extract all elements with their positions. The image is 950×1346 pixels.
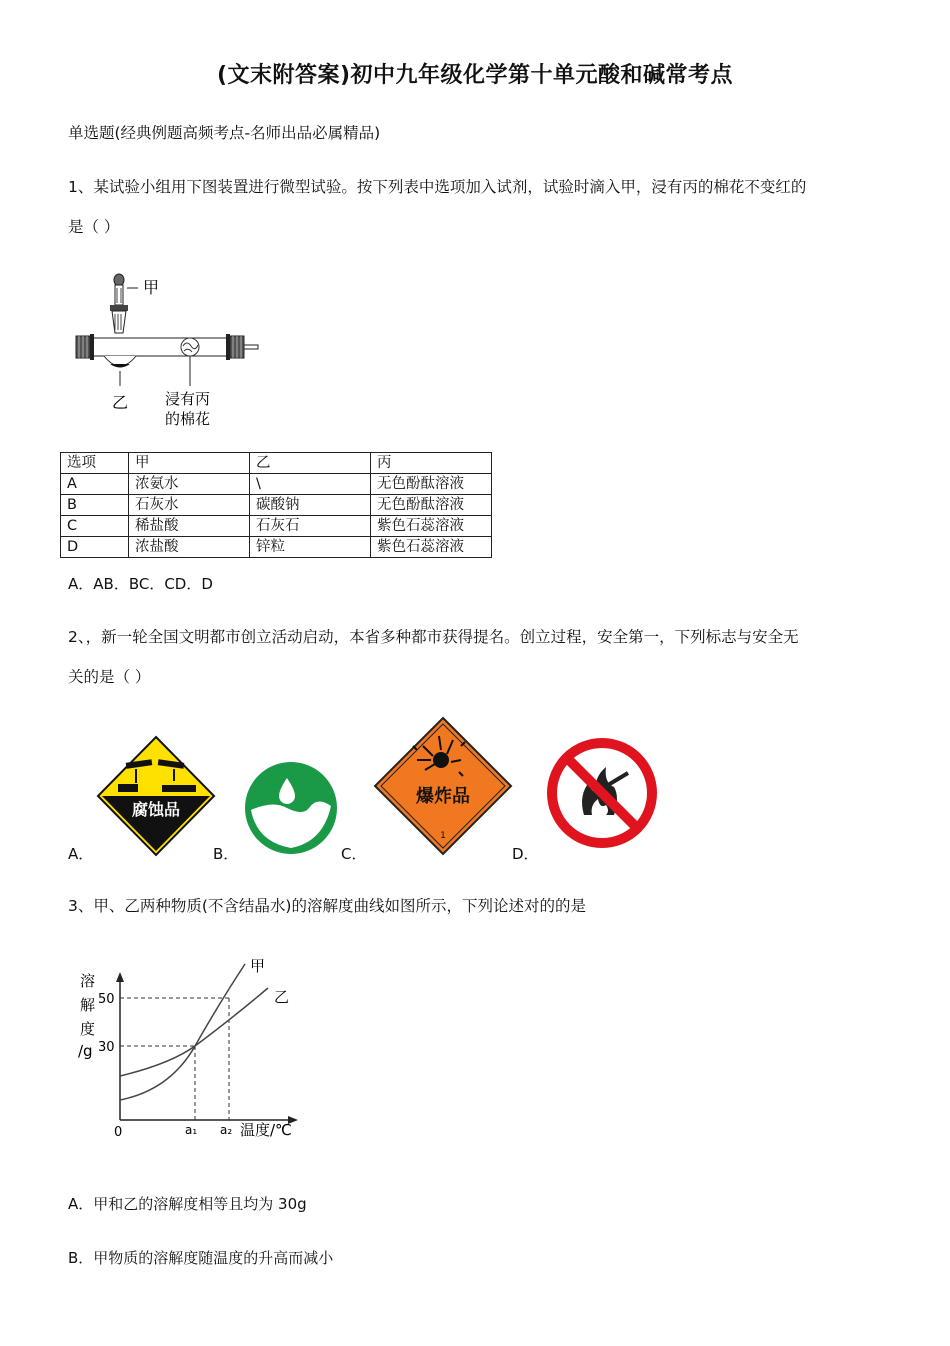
series-yi-label: 乙 bbox=[274, 988, 290, 1006]
corrosive-sign-text: 腐蚀品 bbox=[131, 800, 181, 819]
y-axis-arrow bbox=[116, 972, 124, 982]
q1-answer-options: A．AB．BC．CD．D bbox=[68, 575, 213, 593]
y-label-char-1: 溶 bbox=[80, 972, 96, 990]
table-cell: 紫色石蕊溶液 bbox=[371, 516, 492, 537]
table-cell: A bbox=[61, 474, 129, 495]
q2-text-line1: 2、，新一轮全国文明都市创立活动启动，本省多种都市获得提名。创立过程，安全第一，下列标志与安全无 bbox=[68, 628, 799, 646]
table-cell: 无色酚酞溶液 bbox=[371, 474, 492, 495]
label-bing-line1: 浸有丙 bbox=[165, 390, 211, 408]
table-header-row bbox=[61, 453, 492, 474]
table-row bbox=[61, 495, 492, 516]
label-bing-line2: 的棉花 bbox=[165, 410, 211, 428]
table-cell: 锌粒 bbox=[250, 537, 371, 558]
q1-options-table bbox=[60, 452, 492, 558]
q2-option-b-label: B． bbox=[213, 845, 239, 863]
table-row bbox=[61, 516, 492, 537]
y-label-char-4: /g bbox=[78, 1042, 93, 1060]
y-label-char-3: 度 bbox=[80, 1020, 96, 1038]
explosive-sign-text: 爆炸品 bbox=[416, 786, 470, 807]
table-cell: 紫色石蕊溶液 bbox=[371, 537, 492, 558]
q2-option-c-label: C． bbox=[341, 845, 367, 863]
table-cell: 石灰石 bbox=[250, 516, 371, 537]
corrosive-sign-icon bbox=[96, 735, 216, 857]
q1-text-line1: 1、某试验小组用下图装置进行微型试验。按下列表中选项加入试剂，试验时滴入甲，浸有丙的棉花不变红的 bbox=[68, 178, 807, 196]
solubility-chart bbox=[70, 950, 310, 1145]
y-label-char-2: 解 bbox=[80, 996, 96, 1014]
table-cell: 碳酸钠 bbox=[250, 495, 371, 516]
no-fire-sign-icon bbox=[544, 735, 660, 851]
table-header-cell: 丙 bbox=[371, 453, 492, 474]
table-cell: 石灰水 bbox=[129, 495, 250, 516]
q3-option-a: A．甲和乙的溶解度相等且均为 30g bbox=[68, 1195, 307, 1213]
table-header-cell: 乙 bbox=[250, 453, 371, 474]
table-cell: 无色酚酞溶液 bbox=[371, 495, 492, 516]
y-tick-50: 50 bbox=[98, 992, 115, 1007]
explosive-class-number: 1 bbox=[440, 831, 446, 841]
table-cell: 浓盐酸 bbox=[129, 537, 250, 558]
label-jia: 甲 bbox=[143, 278, 160, 297]
green-water-sign-icon bbox=[243, 760, 339, 856]
q2-option-a-label: A． bbox=[68, 845, 94, 863]
table-row bbox=[61, 474, 492, 495]
section-heading: 单选题(经典例题高频考点-名师出品必属精品) bbox=[68, 124, 381, 142]
series-yi-line bbox=[120, 988, 268, 1076]
table-cell: D bbox=[61, 537, 129, 558]
y-tick-30: 30 bbox=[98, 1040, 115, 1055]
apparatus-figure bbox=[70, 268, 270, 433]
table-cell: 稀盐酸 bbox=[129, 516, 250, 537]
x-tick-a2: a₂ bbox=[220, 1123, 233, 1137]
label-yi: 乙 bbox=[112, 393, 129, 412]
q1-text-line2: 是（ ） bbox=[68, 218, 120, 236]
q2-text-line2: 关的是（ ） bbox=[68, 668, 151, 686]
x-axis-label: 温度/℃ bbox=[240, 1121, 292, 1139]
q2-option-d-label: D． bbox=[512, 845, 539, 863]
table-cell: \ bbox=[250, 474, 371, 495]
explosive-sign-icon bbox=[373, 716, 513, 856]
q3-text: 3、甲、乙两种物质(不含结晶水)的溶解度曲线如图所示，下列论述对的的是 bbox=[68, 897, 586, 915]
x-tick-a1: a₁ bbox=[185, 1123, 198, 1137]
table-header-cell: 选项 bbox=[61, 453, 129, 474]
series-jia-label: 甲 bbox=[250, 957, 266, 975]
series-jia-line bbox=[120, 964, 245, 1100]
table-row bbox=[61, 537, 492, 558]
table-header-cell: 甲 bbox=[129, 453, 250, 474]
page-title: (文末附答案)初中九年级化学第十单元酸和碱常考点 bbox=[216, 63, 734, 88]
table-cell: C bbox=[61, 516, 129, 537]
table-cell: B bbox=[61, 495, 129, 516]
q3-option-b: B．甲物质的溶解度随温度的升高而减小 bbox=[68, 1249, 334, 1267]
x-tick-0: 0 bbox=[114, 1125, 123, 1140]
table-cell: 浓氨水 bbox=[129, 474, 250, 495]
